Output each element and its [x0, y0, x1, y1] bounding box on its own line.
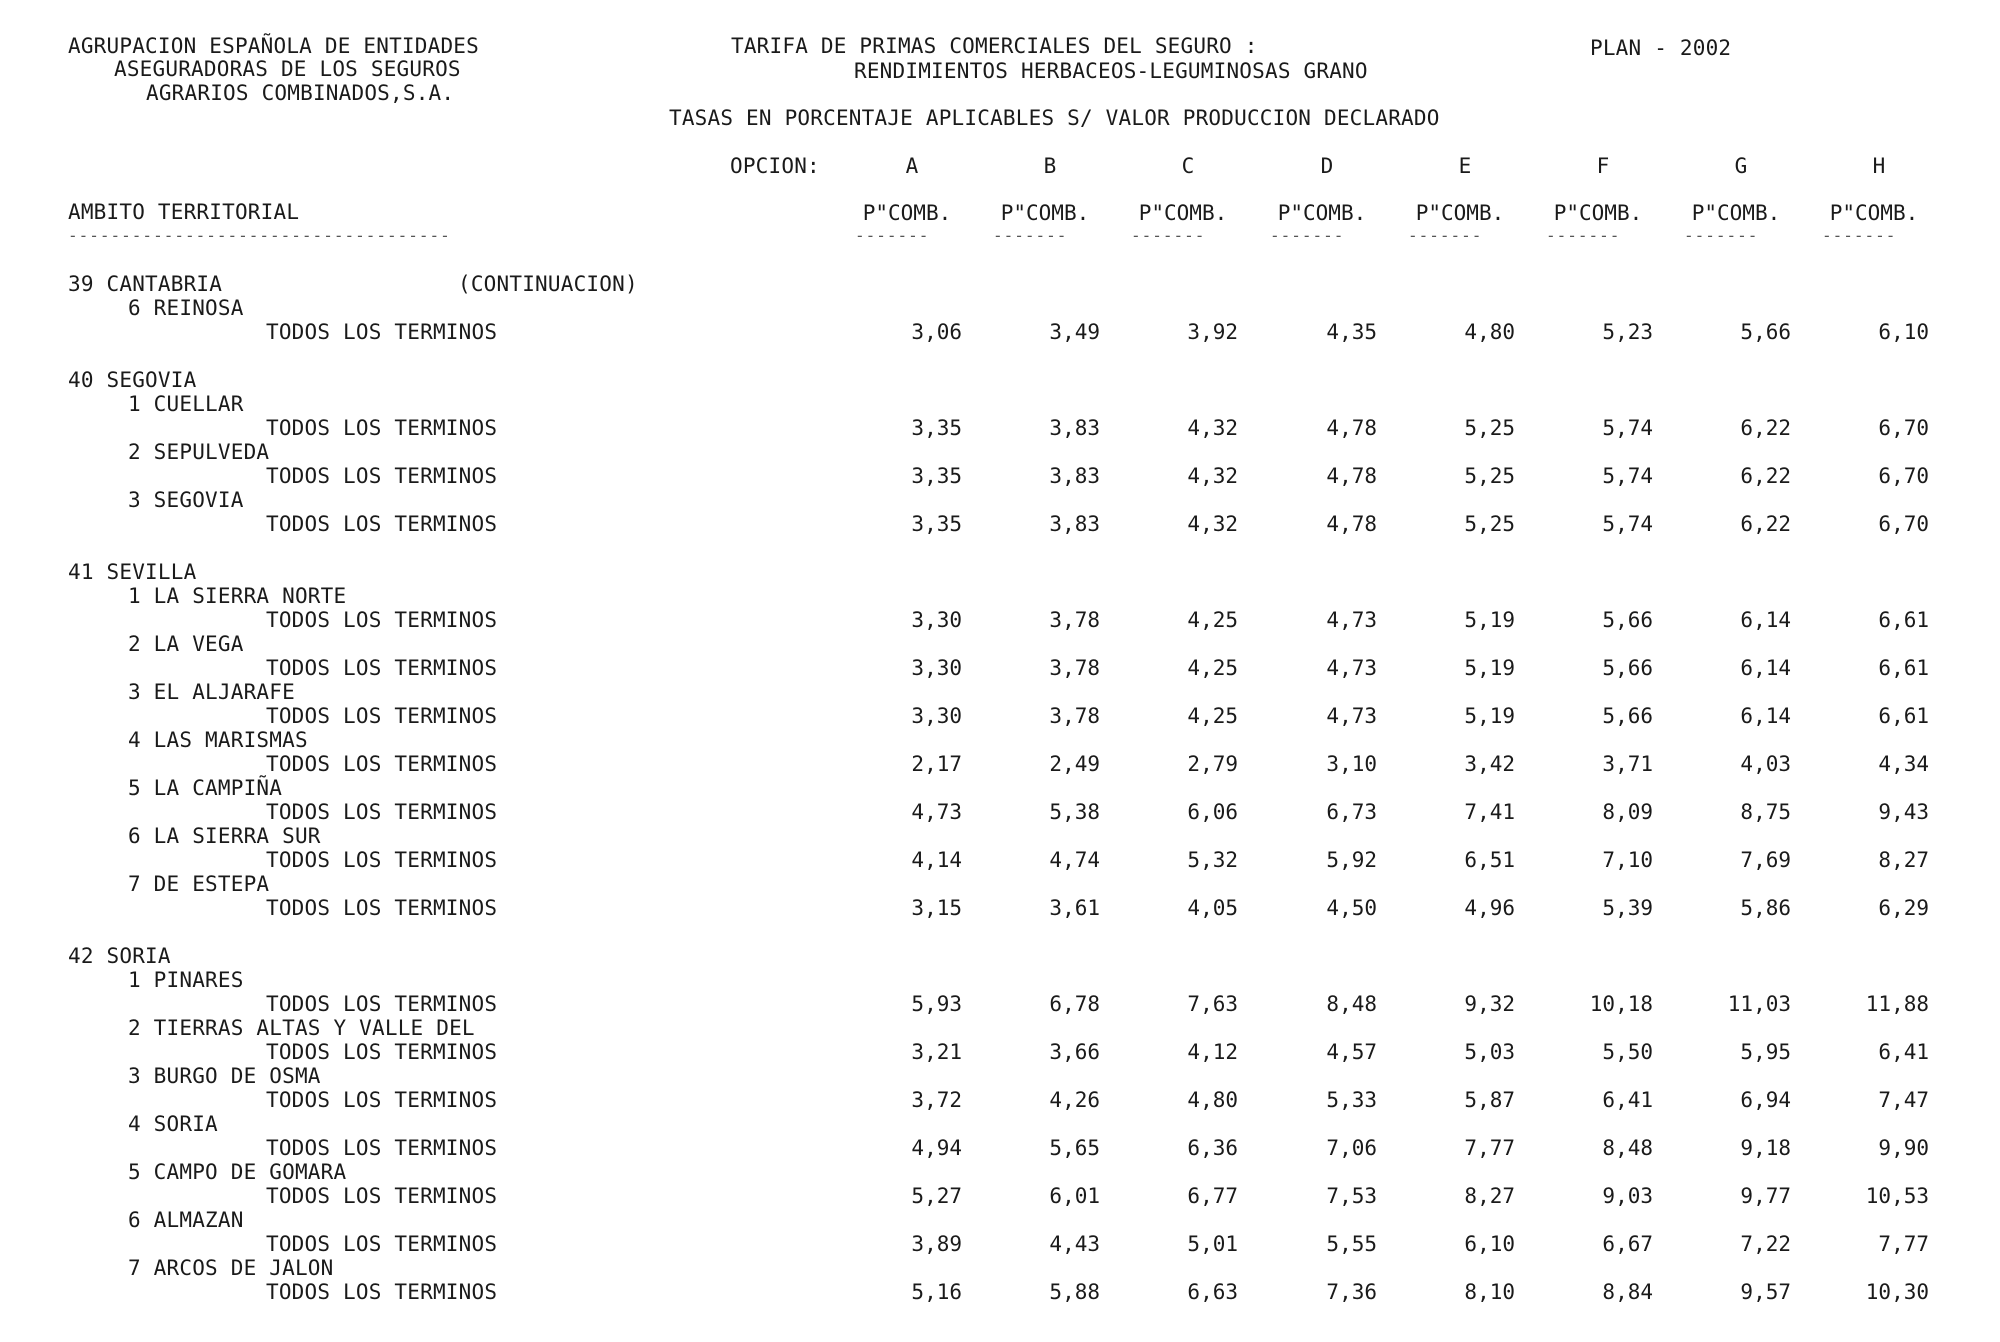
rate-cell-f: 10,18 [1589, 992, 1653, 1016]
rate-cell-f: 5,39 [1602, 896, 1653, 920]
rate-cell-d: 3,10 [1326, 752, 1377, 776]
rate-cell-h: 6,41 [1878, 1040, 1929, 1064]
rate-cell-f: 5,23 [1602, 320, 1653, 344]
rate-cell-a: 5,16 [911, 1280, 962, 1304]
column-rule: ------- [1684, 226, 1759, 245]
rate-cell-g: 9,18 [1740, 1136, 1791, 1160]
rate-cell-h: 6,61 [1878, 704, 1929, 728]
rate-cell-e: 8,27 [1464, 1184, 1515, 1208]
rate-cell-d: 4,78 [1326, 464, 1377, 488]
rate-cell-a: 3,35 [911, 512, 962, 536]
rate-cell-h: 6,70 [1878, 512, 1929, 536]
rate-cell-a: 5,27 [911, 1184, 962, 1208]
terms-label: TODOS LOS TERMINOS [266, 1088, 498, 1112]
rate-cell-b: 3,83 [1049, 464, 1100, 488]
rate-cell-d: 5,92 [1326, 848, 1377, 872]
rate-cell-d: 7,53 [1326, 1184, 1377, 1208]
rate-cell-g: 7,22 [1740, 1232, 1791, 1256]
rate-cell-d: 4,78 [1326, 416, 1377, 440]
column-header: P"COMB. [1691, 201, 1781, 225]
terms-label: TODOS LOS TERMINOS [266, 752, 498, 776]
rate-cell-f: 8,09 [1602, 800, 1653, 824]
option-letter-d: D [1320, 154, 1334, 178]
rate-cell-b: 3,78 [1049, 608, 1100, 632]
column-rule: ------- [1822, 226, 1897, 245]
rate-cell-f: 5,74 [1602, 464, 1653, 488]
rate-cell-a: 4,73 [911, 800, 962, 824]
rate-cell-g: 5,86 [1740, 896, 1791, 920]
rate-cell-f: 5,74 [1602, 416, 1653, 440]
rate-cell-h: 7,77 [1878, 1232, 1929, 1256]
rate-cell-c: 2,79 [1187, 752, 1238, 776]
plan-year: PLAN - 2002 [1590, 36, 1732, 60]
province-name: 41 SEVILLA [68, 560, 197, 584]
column-rule: ------- [855, 226, 930, 245]
rate-cell-g: 6,14 [1740, 704, 1791, 728]
comarca-name: 6 ALMAZAN [128, 1208, 244, 1232]
option-label: OPCION: [730, 154, 820, 178]
rate-cell-c: 4,32 [1187, 512, 1238, 536]
rate-cell-b: 3,78 [1049, 704, 1100, 728]
rate-cell-a: 3,89 [911, 1232, 962, 1256]
terms-label: TODOS LOS TERMINOS [266, 656, 498, 680]
comarca-name: 3 BURGO DE OSMA [128, 1064, 321, 1088]
rate-cell-c: 3,92 [1187, 320, 1238, 344]
comarca-name: 7 DE ESTEPA [128, 872, 270, 896]
column-rule: ------- [1131, 226, 1206, 245]
rate-cell-h: 4,34 [1878, 752, 1929, 776]
comarca-name: 1 CUELLAR [128, 392, 244, 416]
terms-label: TODOS LOS TERMINOS [266, 896, 498, 920]
comarca-name: 5 CAMPO DE GOMARA [128, 1160, 347, 1184]
comarca-name: 6 LA SIERRA SUR [128, 824, 321, 848]
rate-cell-h: 6,10 [1878, 320, 1929, 344]
rate-cell-h: 10,53 [1865, 1184, 1929, 1208]
rate-cell-a: 3,21 [911, 1040, 962, 1064]
rate-cell-e: 5,03 [1464, 1040, 1515, 1064]
terms-label: TODOS LOS TERMINOS [266, 992, 498, 1016]
rate-cell-h: 7,47 [1878, 1088, 1929, 1112]
rate-cell-h: 6,70 [1878, 464, 1929, 488]
terms-label: TODOS LOS TERMINOS [266, 1184, 498, 1208]
column-header: P"COMB. [1829, 201, 1919, 225]
rate-cell-d: 5,55 [1326, 1232, 1377, 1256]
option-letter-h: H [1872, 154, 1886, 178]
option-letter-c: C [1181, 154, 1195, 178]
rate-cell-d: 4,50 [1326, 896, 1377, 920]
rate-cell-c: 4,05 [1187, 896, 1238, 920]
rate-cell-d: 4,73 [1326, 656, 1377, 680]
option-letter-b: B [1043, 154, 1057, 178]
rate-cell-b: 5,38 [1049, 800, 1100, 824]
rates-subtitle: TASAS EN PORCENTAJE APLICABLES S/ VALOR PRODUCCION DECLARADO [669, 106, 1440, 130]
comarca-name: 6 REINOSA [128, 296, 244, 320]
tariff-title-line1: TARIFA DE PRIMAS COMERCIALES DEL SEGURO : [731, 34, 1258, 58]
rate-cell-d: 7,36 [1326, 1280, 1377, 1304]
rate-cell-g: 6,14 [1740, 656, 1791, 680]
column-header: P"COMB. [862, 201, 952, 225]
option-letter-e: E [1458, 154, 1472, 178]
rate-cell-c: 4,32 [1187, 416, 1238, 440]
rate-cell-a: 4,94 [911, 1136, 962, 1160]
org-name-line1: AGRUPACION ESPAÑOLA DE ENTIDADES [68, 34, 479, 58]
rate-cell-e: 3,42 [1464, 752, 1515, 776]
rate-cell-b: 4,26 [1049, 1088, 1100, 1112]
comarca-name: 4 SORIA [128, 1112, 218, 1136]
rate-cell-c: 4,25 [1187, 608, 1238, 632]
terms-label: TODOS LOS TERMINOS [266, 320, 498, 344]
rate-cell-e: 7,41 [1464, 800, 1515, 824]
rate-cell-a: 3,35 [911, 464, 962, 488]
column-rule: ------- [993, 226, 1068, 245]
comarca-name: 2 SEPULVEDA [128, 440, 270, 464]
rate-cell-c: 4,32 [1187, 464, 1238, 488]
terms-label: TODOS LOS TERMINOS [266, 512, 498, 536]
rate-cell-f: 6,67 [1602, 1232, 1653, 1256]
rate-cell-e: 6,51 [1464, 848, 1515, 872]
rate-cell-c: 5,01 [1187, 1232, 1238, 1256]
org-name-line2: ASEGURADORAS DE LOS SEGUROS [114, 57, 461, 81]
rate-cell-c: 4,25 [1187, 704, 1238, 728]
column-header: P"COMB. [1553, 201, 1643, 225]
rate-cell-h: 6,61 [1878, 608, 1929, 632]
rate-cell-f: 3,71 [1602, 752, 1653, 776]
terms-label: TODOS LOS TERMINOS [266, 1280, 498, 1304]
rate-cell-b: 3,49 [1049, 320, 1100, 344]
rate-cell-h: 6,70 [1878, 416, 1929, 440]
rate-cell-c: 4,12 [1187, 1040, 1238, 1064]
rate-cell-e: 5,87 [1464, 1088, 1515, 1112]
rate-cell-e: 6,10 [1464, 1232, 1515, 1256]
rate-cell-e: 7,77 [1464, 1136, 1515, 1160]
rate-cell-e: 4,80 [1464, 320, 1515, 344]
rate-cell-b: 4,43 [1049, 1232, 1100, 1256]
rate-cell-c: 6,63 [1187, 1280, 1238, 1304]
rate-cell-e: 8,10 [1464, 1280, 1515, 1304]
rate-cell-b: 2,49 [1049, 752, 1100, 776]
rate-cell-d: 4,78 [1326, 512, 1377, 536]
scope-rule: ------------------------------------ [68, 226, 451, 245]
rate-cell-f: 5,66 [1602, 656, 1653, 680]
rate-cell-b: 3,83 [1049, 416, 1100, 440]
rate-cell-e: 5,19 [1464, 656, 1515, 680]
rate-cell-f: 8,84 [1602, 1280, 1653, 1304]
rate-cell-g: 5,95 [1740, 1040, 1791, 1064]
rate-cell-d: 6,73 [1326, 800, 1377, 824]
terms-label: TODOS LOS TERMINOS [266, 416, 498, 440]
rate-cell-b: 6,01 [1049, 1184, 1100, 1208]
rate-cell-d: 5,33 [1326, 1088, 1377, 1112]
rate-cell-d: 4,57 [1326, 1040, 1377, 1064]
terms-label: TODOS LOS TERMINOS [266, 1040, 498, 1064]
rate-cell-g: 5,66 [1740, 320, 1791, 344]
rate-cell-d: 7,06 [1326, 1136, 1377, 1160]
comarca-name: 3 EL ALJARAFE [128, 680, 295, 704]
province-name: 39 CANTABRIA [68, 272, 223, 296]
continuation-note: (CONTINUACION) [458, 272, 638, 296]
rate-cell-a: 3,30 [911, 704, 962, 728]
rate-cell-e: 5,25 [1464, 512, 1515, 536]
rate-cell-c: 5,32 [1187, 848, 1238, 872]
option-letter-f: F [1596, 154, 1610, 178]
rate-cell-d: 8,48 [1326, 992, 1377, 1016]
rate-cell-d: 4,35 [1326, 320, 1377, 344]
column-rule: ------- [1408, 226, 1483, 245]
terms-label: TODOS LOS TERMINOS [266, 608, 498, 632]
rate-cell-c: 6,06 [1187, 800, 1238, 824]
rate-cell-b: 6,78 [1049, 992, 1100, 1016]
rate-cell-a: 3,30 [911, 608, 962, 632]
column-rule: ------- [1546, 226, 1621, 245]
column-rule: ------- [1270, 226, 1345, 245]
rate-cell-c: 4,25 [1187, 656, 1238, 680]
rate-cell-h: 6,29 [1878, 896, 1929, 920]
rate-cell-g: 11,03 [1727, 992, 1791, 1016]
rate-cell-f: 9,03 [1602, 1184, 1653, 1208]
rate-cell-b: 3,61 [1049, 896, 1100, 920]
rate-cell-a: 4,14 [911, 848, 962, 872]
rate-cell-f: 7,10 [1602, 848, 1653, 872]
terms-label: TODOS LOS TERMINOS [266, 1232, 498, 1256]
terms-label: TODOS LOS TERMINOS [266, 464, 498, 488]
rate-cell-e: 9,32 [1464, 992, 1515, 1016]
rate-cell-b: 3,83 [1049, 512, 1100, 536]
rate-cell-b: 5,65 [1049, 1136, 1100, 1160]
rate-cell-h: 8,27 [1878, 848, 1929, 872]
terms-label: TODOS LOS TERMINOS [266, 848, 498, 872]
option-letter-g: G [1734, 154, 1748, 178]
province-name: 40 SEGOVIA [68, 368, 197, 392]
rate-cell-g: 6,22 [1740, 464, 1791, 488]
rate-cell-g: 9,57 [1740, 1280, 1791, 1304]
comarca-name: 7 ARCOS DE JALON [128, 1256, 334, 1280]
rate-cell-g: 6,22 [1740, 416, 1791, 440]
terms-label: TODOS LOS TERMINOS [266, 800, 498, 824]
scope-label: AMBITO TERRITORIAL [68, 200, 300, 224]
rate-cell-a: 2,17 [911, 752, 962, 776]
comarca-name: 1 LA SIERRA NORTE [128, 584, 347, 608]
option-letter-a: A [905, 154, 919, 178]
rate-cell-b: 5,88 [1049, 1280, 1100, 1304]
rate-cell-h: 9,43 [1878, 800, 1929, 824]
rate-cell-g: 4,03 [1740, 752, 1791, 776]
terms-label: TODOS LOS TERMINOS [266, 704, 498, 728]
comarca-name: 1 PINARES [128, 968, 244, 992]
rate-cell-a: 3,15 [911, 896, 962, 920]
rate-cell-d: 4,73 [1326, 704, 1377, 728]
rate-cell-h: 11,88 [1865, 992, 1929, 1016]
rate-cell-f: 8,48 [1602, 1136, 1653, 1160]
rate-cell-f: 6,41 [1602, 1088, 1653, 1112]
province-name: 42 SORIA [68, 944, 171, 968]
rate-cell-h: 6,61 [1878, 656, 1929, 680]
rate-cell-a: 5,93 [911, 992, 962, 1016]
rate-cell-g: 8,75 [1740, 800, 1791, 824]
column-header: P"COMB. [1277, 201, 1367, 225]
column-header: P"COMB. [1138, 201, 1228, 225]
rate-cell-a: 3,06 [911, 320, 962, 344]
rate-cell-c: 4,80 [1187, 1088, 1238, 1112]
rate-cell-c: 7,63 [1187, 992, 1238, 1016]
rate-cell-e: 5,19 [1464, 704, 1515, 728]
comarca-name: 2 TIERRAS ALTAS Y VALLE DEL [128, 1016, 475, 1040]
tariff-title-line2: RENDIMIENTOS HERBACEOS-LEGUMINOSAS GRANO [854, 59, 1368, 83]
rate-cell-h: 10,30 [1865, 1280, 1929, 1304]
rate-cell-d: 4,73 [1326, 608, 1377, 632]
rate-cell-e: 5,19 [1464, 608, 1515, 632]
rate-cell-g: 6,94 [1740, 1088, 1791, 1112]
rate-cell-f: 5,50 [1602, 1040, 1653, 1064]
column-header: P"COMB. [1415, 201, 1505, 225]
rate-cell-g: 6,14 [1740, 608, 1791, 632]
rate-cell-e: 5,25 [1464, 416, 1515, 440]
rate-cell-a: 3,30 [911, 656, 962, 680]
terms-label: TODOS LOS TERMINOS [266, 1136, 498, 1160]
comarca-name: 4 LAS MARISMAS [128, 728, 308, 752]
rate-cell-h: 9,90 [1878, 1136, 1929, 1160]
column-header: P"COMB. [1000, 201, 1090, 225]
rate-cell-b: 3,66 [1049, 1040, 1100, 1064]
rate-cell-g: 9,77 [1740, 1184, 1791, 1208]
rate-cell-a: 3,72 [911, 1088, 962, 1112]
rate-cell-b: 3,78 [1049, 656, 1100, 680]
rate-cell-b: 4,74 [1049, 848, 1100, 872]
comarca-name: 3 SEGOVIA [128, 488, 244, 512]
rate-cell-f: 5,74 [1602, 512, 1653, 536]
org-name-line3: AGRARIOS COMBINADOS,S.A. [146, 81, 455, 105]
comarca-name: 5 LA CAMPIÑA [128, 776, 283, 800]
rate-cell-g: 6,22 [1740, 512, 1791, 536]
rate-cell-e: 5,25 [1464, 464, 1515, 488]
comarca-name: 2 LA VEGA [128, 632, 244, 656]
rate-cell-g: 7,69 [1740, 848, 1791, 872]
rate-cell-c: 6,36 [1187, 1136, 1238, 1160]
rate-cell-f: 5,66 [1602, 608, 1653, 632]
rate-cell-f: 5,66 [1602, 704, 1653, 728]
rate-cell-a: 3,35 [911, 416, 962, 440]
rate-cell-e: 4,96 [1464, 896, 1515, 920]
rate-cell-c: 6,77 [1187, 1184, 1238, 1208]
